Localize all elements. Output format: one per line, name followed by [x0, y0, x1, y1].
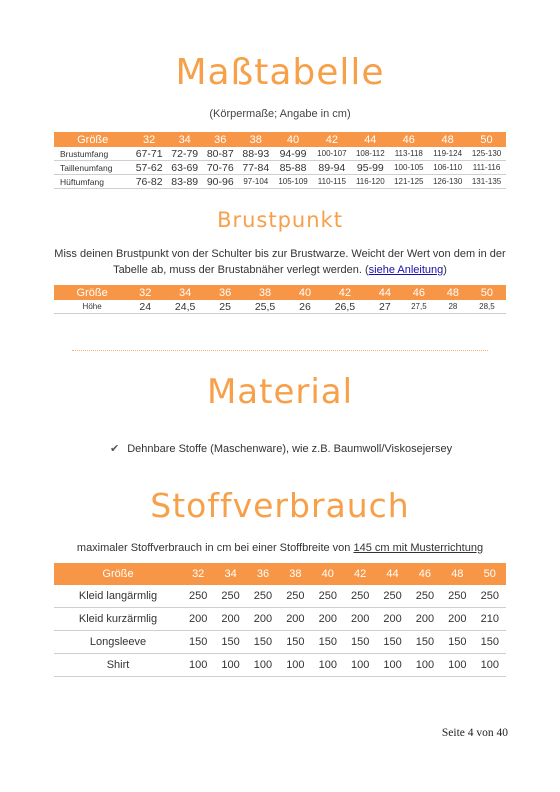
stoff-text-underlined: 145 cm mit Musterrichtung	[353, 542, 484, 554]
header-cell: Größe	[54, 563, 182, 585]
dotted-divider	[72, 350, 488, 351]
table-row	[54, 175, 506, 189]
header-cell: 34	[160, 285, 210, 300]
table-cell: 250	[247, 585, 279, 608]
table-cell: 100	[182, 654, 214, 677]
table-row	[54, 631, 506, 654]
table-cell: 200	[409, 608, 441, 631]
table-cell: 250	[474, 585, 506, 608]
table-cell: 200	[441, 608, 473, 631]
table-row	[54, 147, 506, 161]
section-title-masstabelle: Maßtabelle	[175, 52, 385, 93]
table-cell: 150	[474, 631, 506, 654]
table-cell: 200	[214, 608, 246, 631]
table-cell: 95-99	[351, 161, 389, 175]
header-cell: 32	[182, 563, 214, 585]
row-label: Höhe	[54, 300, 130, 314]
header-cell: 40	[312, 563, 344, 585]
header-cell: 50	[474, 563, 506, 585]
row-label: Kleid langärmlig	[54, 585, 182, 608]
header-cell: 46	[409, 563, 441, 585]
table-cell: 100	[214, 654, 246, 677]
table-header-row	[54, 563, 506, 585]
table-cell: 77-84	[238, 161, 274, 175]
table-cell: 200	[376, 608, 408, 631]
table-cell: 200	[247, 608, 279, 631]
header-cell: 34	[167, 132, 203, 147]
table-row	[54, 300, 506, 314]
brustpunkt-description	[54, 246, 506, 278]
header-cell: 36	[210, 285, 240, 300]
table-cell: 80-87	[202, 147, 238, 161]
header-cell: 46	[400, 285, 438, 300]
header-cell: 36	[247, 563, 279, 585]
masstabelle-table	[54, 132, 506, 189]
table-cell: 28	[438, 300, 468, 314]
table-cell: 116-120	[351, 175, 389, 189]
table-cell: 100-105	[389, 161, 428, 175]
table-cell: 85-88	[274, 161, 313, 175]
table-cell: 200	[344, 608, 376, 631]
header-cell: 48	[428, 132, 467, 147]
row-label: Shirt	[54, 654, 182, 677]
table-cell: 150	[376, 631, 408, 654]
row-label: Longsleeve	[54, 631, 182, 654]
table-cell: 100	[312, 654, 344, 677]
table-cell: 70-76	[202, 161, 238, 175]
table-cell: 57-62	[131, 161, 167, 175]
table-cell: 72-79	[167, 147, 203, 161]
page-number: Seite 4 von 40	[441, 727, 508, 739]
header-cell: 48	[441, 563, 473, 585]
header-cell: 40	[274, 132, 313, 147]
table-header-row	[54, 132, 506, 147]
table-cell: 119-124	[428, 147, 467, 161]
header-cell: 44	[376, 563, 408, 585]
table-row	[54, 585, 506, 608]
table-cell: 113-118	[389, 147, 428, 161]
table-cell: 250	[214, 585, 246, 608]
table-cell: 108-112	[351, 147, 389, 161]
header-cell: 42	[320, 285, 370, 300]
table-cell: 200	[312, 608, 344, 631]
table-cell: 100	[474, 654, 506, 677]
table-row	[54, 608, 506, 631]
table-cell: 100	[441, 654, 473, 677]
table-cell: 250	[279, 585, 311, 608]
table-cell: 200	[279, 608, 311, 631]
section-title-stoffverbrauch: Stoffverbrauch	[150, 486, 410, 525]
table-cell: 97-104	[238, 175, 274, 189]
table-cell: 110-115	[312, 175, 351, 189]
table-cell: 105-109	[274, 175, 313, 189]
table-cell: 250	[312, 585, 344, 608]
anleitung-link[interactable]: siehe Anleitung	[368, 264, 444, 276]
table-cell: 150	[182, 631, 214, 654]
table-cell: 210	[474, 608, 506, 631]
table-cell: 150	[247, 631, 279, 654]
brustpunkt-table	[54, 285, 506, 314]
table-cell: 27,5	[400, 300, 438, 314]
header-cell: 50	[467, 132, 506, 147]
checkmark-icon: ✔	[110, 443, 120, 455]
stoff-text: maximaler Stoffverbrauch in cm bei einer Stoffbreite von	[76, 542, 354, 554]
header-cell: 50	[468, 285, 506, 300]
table-cell: 25,5	[240, 300, 290, 314]
table-cell: 106-110	[428, 161, 467, 175]
header-cell: 44	[351, 132, 389, 147]
stoffverbrauch-description	[0, 542, 560, 554]
table-cell: 63-69	[167, 161, 203, 175]
table-cell: 83-89	[167, 175, 203, 189]
table-cell: 250	[344, 585, 376, 608]
header-cell: Größe	[54, 132, 131, 147]
header-cell: 42	[344, 563, 376, 585]
header-cell: 40	[290, 285, 320, 300]
header-cell: 46	[389, 132, 428, 147]
table-cell: 100	[344, 654, 376, 677]
table-cell: 250	[182, 585, 214, 608]
row-label: Brustumfang	[54, 147, 131, 161]
table-cell: 150	[441, 631, 473, 654]
section-title-brustpunkt: Brustpunkt	[217, 208, 343, 232]
table-cell: 100-107	[312, 147, 351, 161]
table-cell: 26	[290, 300, 320, 314]
header-cell: 38	[238, 132, 274, 147]
table-cell: 250	[441, 585, 473, 608]
table-cell: 100	[247, 654, 279, 677]
header-cell: 36	[202, 132, 238, 147]
table-cell: 131-135	[467, 175, 506, 189]
masstabelle-subtitle: (Körpermaße; Angabe in cm)	[209, 108, 351, 120]
table-row	[54, 161, 506, 175]
table-cell: 150	[344, 631, 376, 654]
row-label: Hüftumfang	[54, 175, 131, 189]
table-header-row	[54, 285, 506, 300]
table-cell: 121-125	[389, 175, 428, 189]
table-cell: 200	[182, 608, 214, 631]
table-cell: 89-94	[312, 161, 351, 175]
table-cell: 27	[370, 300, 400, 314]
header-cell: Größe	[54, 285, 130, 300]
header-cell: 32	[131, 132, 167, 147]
table-cell: 125-130	[467, 147, 506, 161]
table-cell: 150	[214, 631, 246, 654]
header-cell: 42	[312, 132, 351, 147]
header-cell: 44	[370, 285, 400, 300]
table-cell: 26,5	[320, 300, 370, 314]
table-cell: 126-130	[428, 175, 467, 189]
header-cell: 38	[279, 563, 311, 585]
table-cell: 150	[409, 631, 441, 654]
section-title-material: Material	[206, 372, 354, 412]
material-list-item	[110, 442, 452, 455]
table-cell: 24	[130, 300, 160, 314]
table-cell: 25	[210, 300, 240, 314]
row-label: Taillenumfang	[54, 161, 131, 175]
row-label: Kleid kurzärmlig	[54, 608, 182, 631]
table-cell: 28,5	[468, 300, 506, 314]
table-cell: 250	[376, 585, 408, 608]
header-cell: 38	[240, 285, 290, 300]
header-cell: 34	[214, 563, 246, 585]
table-cell: 88-93	[238, 147, 274, 161]
table-cell: 100	[279, 654, 311, 677]
table-cell: 100	[409, 654, 441, 677]
table-row	[54, 654, 506, 677]
table-cell: 94-99	[274, 147, 313, 161]
table-cell: 100	[376, 654, 408, 677]
table-cell: 150	[312, 631, 344, 654]
table-cell: 150	[279, 631, 311, 654]
table-cell: 250	[409, 585, 441, 608]
brustpunkt-text-end: )	[443, 264, 447, 276]
material-text: Dehnbare Stoffe (Maschenware), wie z.B. Baumwoll/Viskosejersey	[127, 443, 453, 455]
header-cell: 48	[438, 285, 468, 300]
table-cell: 90-96	[202, 175, 238, 189]
stoffverbrauch-table	[54, 563, 506, 677]
table-cell: 111-116	[467, 161, 506, 175]
brustpunkt-text: Miss deinen Brustpunkt von der Schulter bis zur Brustwarze. Weicht der Wert von dem in der Tabelle ab, muss der Brustabnäher verlegt werden. (	[54, 248, 506, 276]
table-cell: 67-71	[131, 147, 167, 161]
table-cell: 76-82	[131, 175, 167, 189]
header-cell: 32	[130, 285, 160, 300]
table-cell: 24,5	[160, 300, 210, 314]
